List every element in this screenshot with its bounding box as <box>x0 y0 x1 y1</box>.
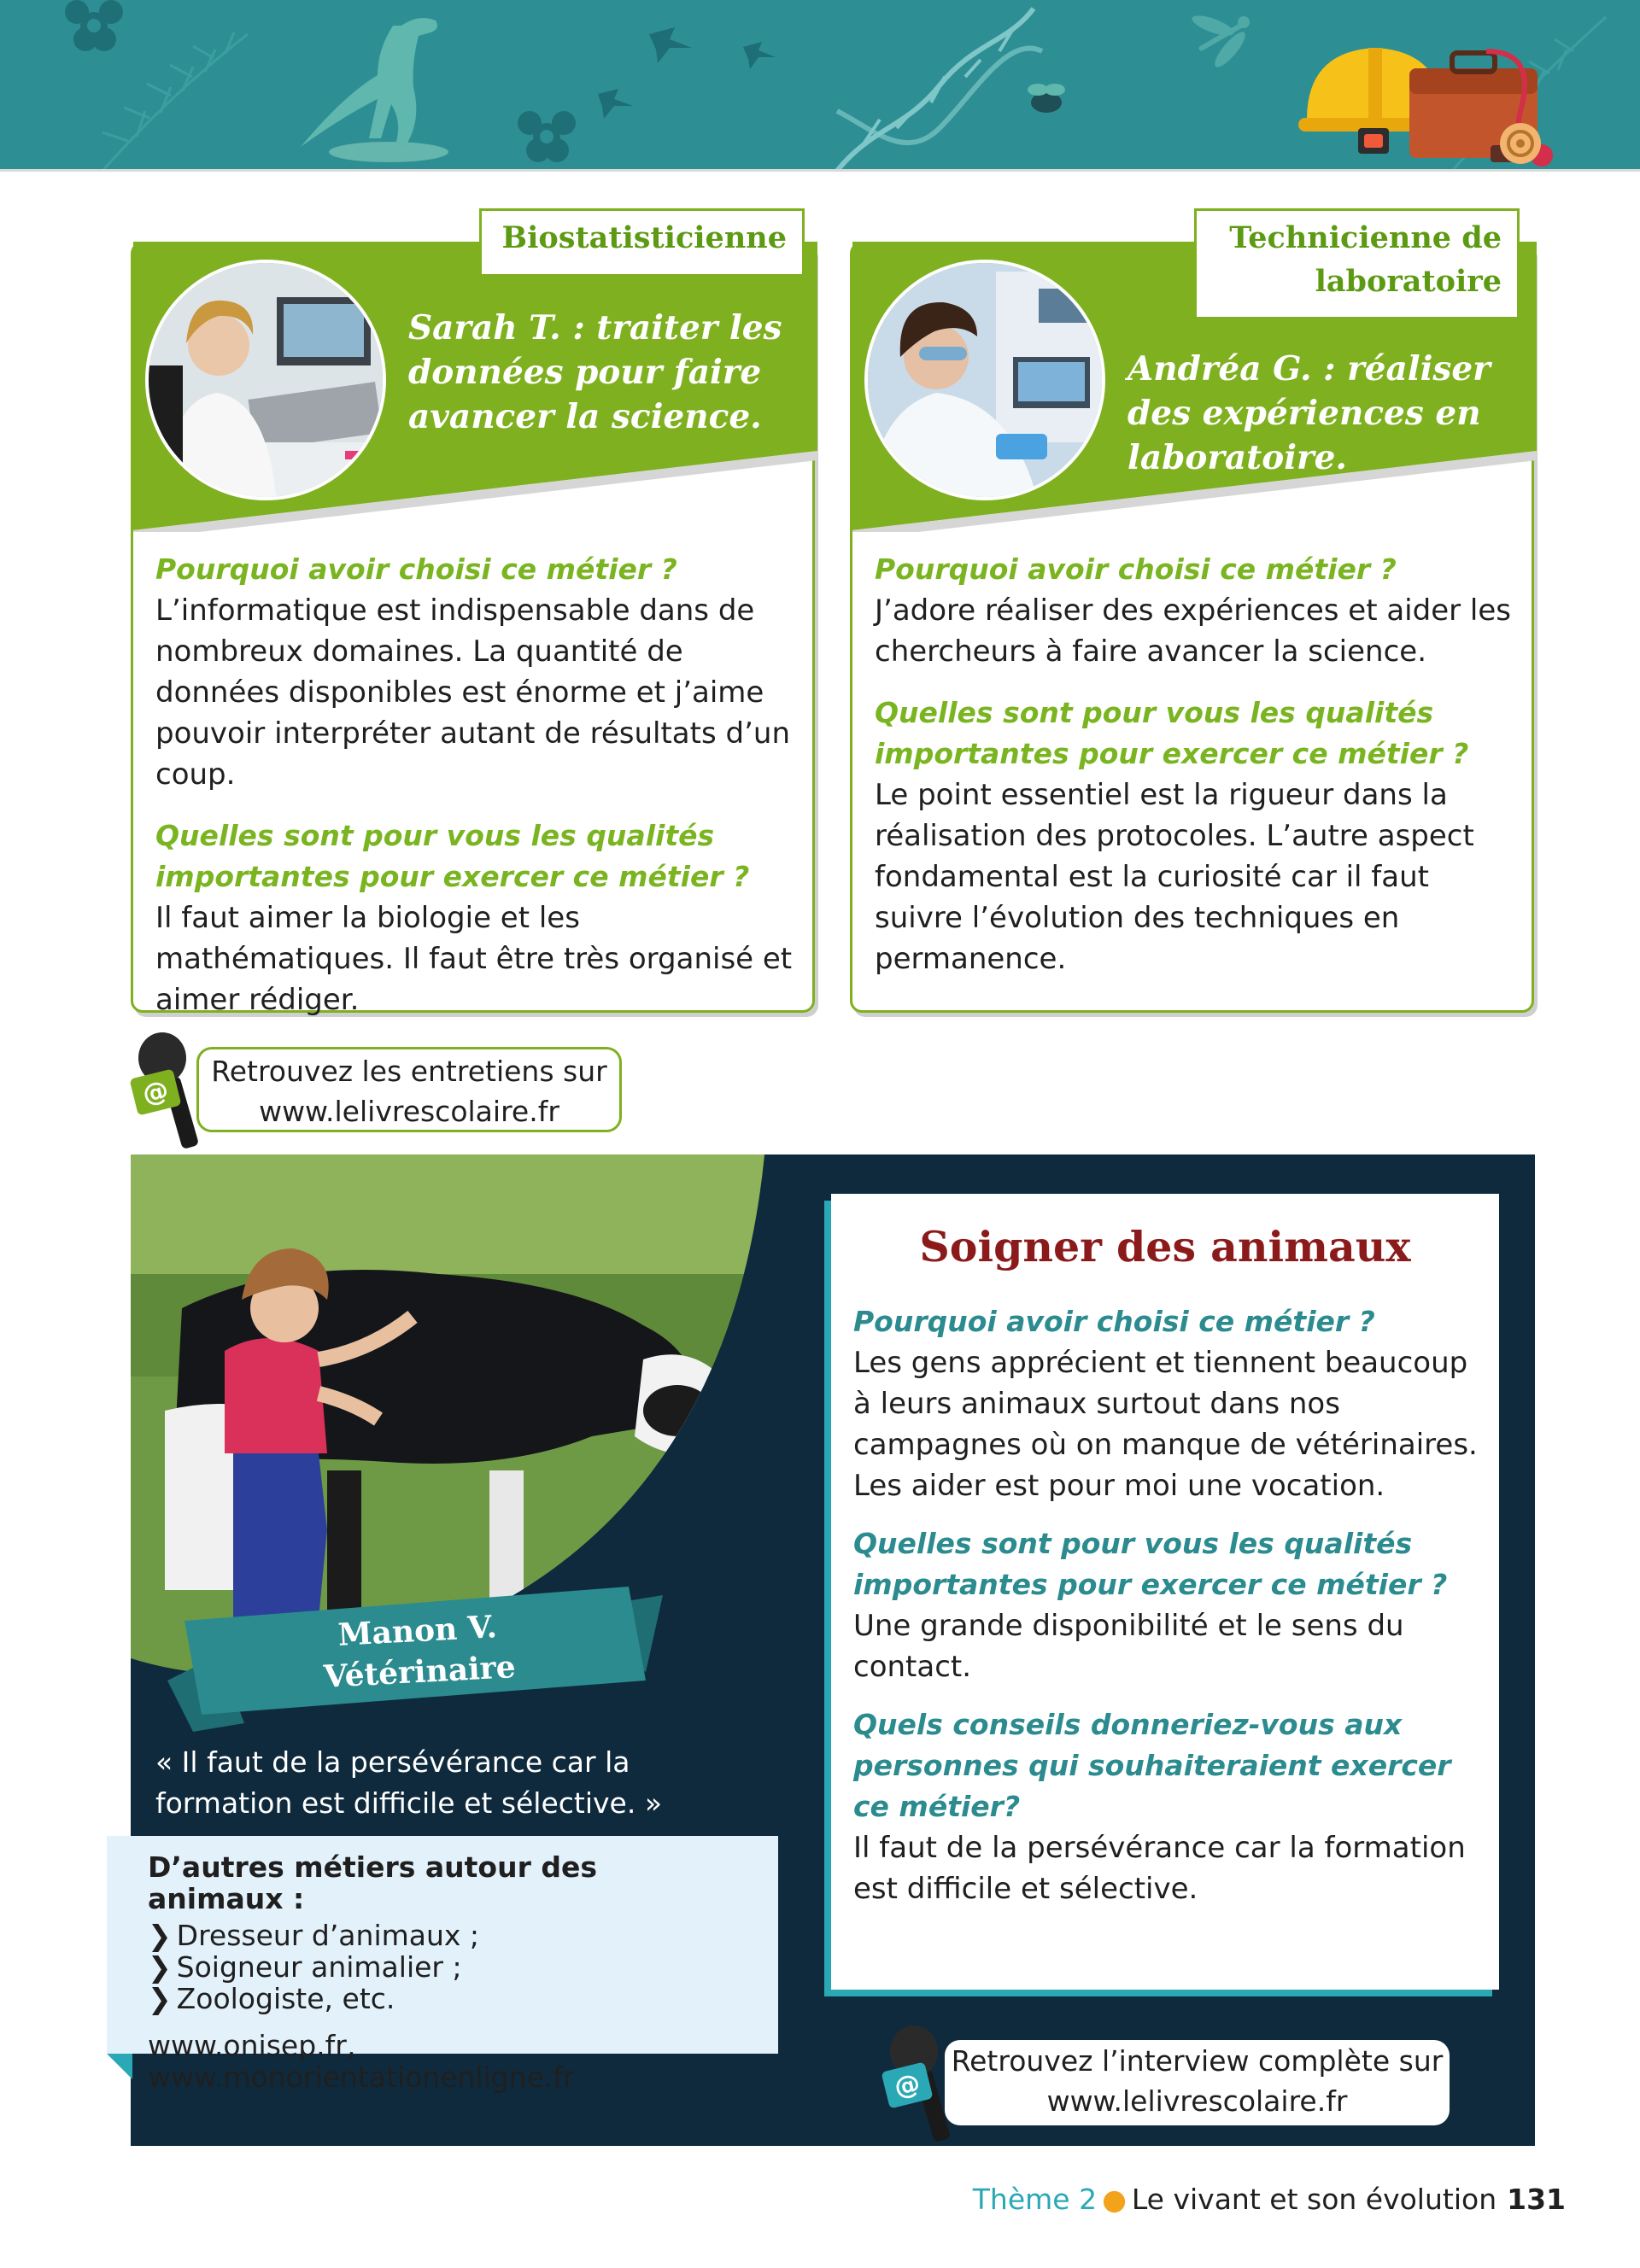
interviews-link[interactable] <box>196 1047 622 1132</box>
dinosaur-icon <box>301 18 448 162</box>
footer-theme: Thème 2 <box>972 2183 1098 2216</box>
answer: Une grande disponibilité et le sens du contact. <box>853 1609 1404 1684</box>
vet-name: Manon V. <box>337 1609 498 1653</box>
question: Pourquoi avoir choisi ce métier ? <box>155 552 677 586</box>
question: Quelles sont pour vous les qualités importantes pour exercer ce métier ? <box>875 696 1469 770</box>
question: Quelles sont pour vous les qualités importantes pour exercer ce métier ? <box>155 819 750 893</box>
dna-icon <box>837 9 1042 169</box>
list-item: ❯ Zoologiste, etc. <box>148 1982 395 2015</box>
fern-icon <box>102 32 248 169</box>
panel-qa <box>853 1301 1481 1926</box>
link-url: www.lelivrescolaire.fr <box>1046 2084 1348 2118</box>
woman-at-computer-photo <box>145 260 386 500</box>
footer-title: Le vivant et son évolution <box>1131 2183 1497 2216</box>
job-title-tag: Technicienne de laboratoire <box>1194 208 1520 319</box>
answer: Il faut aimer la biologie et les mathématiques. Il faut être très organisé et aimer rédiger. <box>155 901 793 1017</box>
header-banner <box>0 0 1640 169</box>
interview-card-biostatisticienne <box>131 220 815 1017</box>
page-number: 131 <box>1507 2183 1566 2216</box>
banner-illustration <box>0 0 1640 169</box>
list-item: ❯ Soigneur animalier ; <box>148 1950 462 1984</box>
question: Quels conseils donneriez-vous aux personnes qui souhaiteraient exercer ce métier? <box>853 1708 1451 1823</box>
link-text: Retrouvez l’interview complète sur <box>951 2044 1444 2078</box>
other-jobs-box <box>107 1836 778 2094</box>
bullet-dot-icon: ● <box>1102 2183 1127 2216</box>
answer: Le point essentiel est la rigueur dans la réalisation des protocoles. L’autre aspect fondamental est la curiosité car il faut suivre l’évolution des techniques en permanence. <box>875 778 1474 976</box>
question: Pourquoi avoir choisi ce métier ? <box>875 552 1397 586</box>
link-url: www.lelivrescolaire.fr <box>259 1095 559 1128</box>
at-sign-icon: @ <box>139 1074 172 1111</box>
ammonite-icon <box>1500 123 1541 164</box>
animal-interview-panel <box>831 1194 1499 1990</box>
box-fold-corner <box>107 2054 132 2079</box>
answer: Les gens apprécient et tiennent beaucoup à leurs animaux surtout dans nos campagnes où on manque de vétérinaires. Les aider est pour moi une vocation. <box>853 1346 1478 1503</box>
banner-divider <box>0 169 1640 172</box>
flower-icon <box>65 0 123 51</box>
chevron-right-icon: ❯ <box>148 1982 172 2015</box>
vet-job: Vétérinaire <box>322 1649 517 1695</box>
chevron-right-icon: ❯ <box>148 1950 172 1984</box>
at-sign-icon: @ <box>891 2067 923 2104</box>
lab-technician-photo <box>864 260 1105 500</box>
panel-title: Soigner des animaux <box>919 1222 1411 1271</box>
list-item: ❯ Dresseur d’animaux ; <box>148 1919 480 1952</box>
question: Quelles sont pour vous les qualités importantes pour exercer ce métier ? <box>853 1527 1448 1601</box>
vet-name-label <box>255 1602 583 1701</box>
other-jobs-links[interactable]: www.onisep.fr, www.monorientationenligne.fr <box>148 2029 575 2094</box>
question: Pourquoi avoir choisi ce métier ? <box>853 1305 1375 1338</box>
card-qa <box>155 549 798 1041</box>
answer: Il faut de la persévérance car la formation est difficile et sélective. <box>853 1831 1466 1906</box>
page-footer <box>973 2181 1566 2218</box>
card-qa <box>875 549 1517 1000</box>
dragonfly-icon <box>1190 12 1250 71</box>
vet-quote: « Il faut de la persévérance car la formation est difficile et sélective. » <box>155 1745 663 1820</box>
chevron-right-icon: ❯ <box>148 1919 172 1952</box>
interview-card-technicienne <box>850 220 1534 1013</box>
job-title-tag: Biostatisticienne <box>479 208 805 277</box>
interview-link[interactable] <box>945 2040 1450 2125</box>
link-text: Retrouvez les entretiens sur <box>211 1055 607 1088</box>
other-jobs-title: D’autres métiers autour des animaux : <box>148 1850 598 1915</box>
answer: J’adore réaliser des expériences et aider les chercheurs à faire avancer la science. <box>875 593 1511 669</box>
card-headline: Andréa G. : réaliser des expériences en laboratoire. <box>1128 349 1491 477</box>
answer: L’informatique est indispensable dans de nombreux domaines. La quantité de données disponibles est énorme et j’aime pouvoir interpréter autant de résultats d’un coup. <box>155 593 790 792</box>
bird-icon <box>598 27 776 119</box>
flower-icon <box>518 111 576 162</box>
bee-icon <box>1028 84 1065 113</box>
card-headline: Sarah T. : traiter les données pour faire avancer la science. <box>408 308 782 436</box>
